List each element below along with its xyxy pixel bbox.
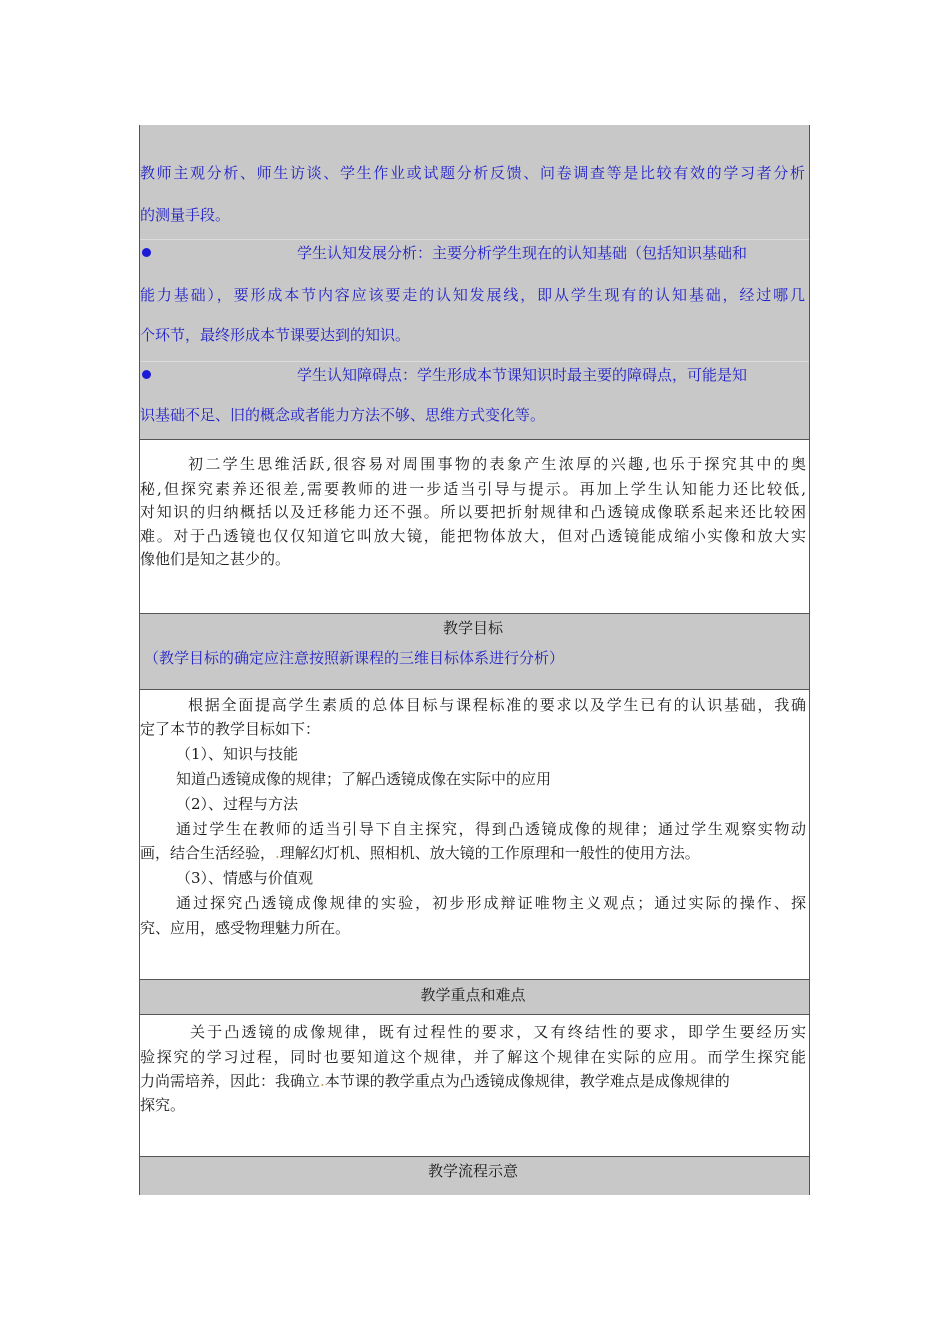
stray-mark: . — [275, 844, 280, 862]
stray-mark: . — [320, 1072, 325, 1090]
key-points-heading: 教学重点和难点 — [420, 986, 526, 1004]
lesson-plan-table — [139, 125, 810, 1195]
learner-analysis-line: 对知识的归纳概括以及迁移能力还不强。所以要把折射规律和凸透镜成像联系起来还比较困 — [140, 503, 806, 521]
learner-analysis-line: 秘,但探究素养还很差,需要教师的进一步适当引导与提示。再加上学生认知能力还比较低, — [140, 480, 806, 498]
bullet-icon — [142, 248, 151, 257]
objective-process-line2-start: 画，结合生活经验， — [140, 844, 276, 862]
measurement-text-line2: 的测量手段。 — [140, 206, 231, 224]
objectives-header — [140, 614, 809, 690]
cognitive-development-line3: 个环节，最终形成本节课要达到的知识。 — [140, 326, 411, 344]
learner-analysis-line: 难。对于凸透镜也仅仅知道它叫放大镜，能把物体放大，但对凸透镜能成缩小实像和放大实 — [140, 527, 806, 545]
divider — [140, 239, 809, 240]
cognitive-obstacle-line2: 识基础不足、旧的概念或者能力方法不够、思维方式变化等。 — [140, 406, 546, 424]
objective-emotion-line1: 通过探究凸透镜成像规律的实验，初步形成辩证唯物主义观点；通过实际的操作、探 — [176, 894, 806, 912]
bullet-icon — [142, 370, 151, 379]
cognitive-development-line1: 学生认知发展分析：主要分析学生现在的认知基础（包括知识基础和 — [297, 244, 748, 262]
key-points-line3 — [140, 1069, 806, 1094]
objective-knowledge-text: 知道凸透镜成像的规律；了解凸透镜成像在实际中的应用 — [176, 770, 552, 788]
cognitive-obstacle-line1: 学生认知障碍点：学生形成本节课知识时最主要的障碍点，可能是知 — [297, 366, 748, 384]
key-points-line2: 验探究的学习过程，同时也要知道这个规律，并了解这个规律在实际的应用。而学生探究能 — [140, 1048, 806, 1066]
objective-emotion-title: （3）、情感与价值观 — [176, 869, 314, 887]
objective-emotion-line2: 究、应用，感受物理魅力所在。 — [140, 919, 351, 937]
learner-analysis-section — [140, 440, 809, 614]
analysis-hint-section — [140, 125, 809, 440]
learner-analysis-line: 初二学生思维活跃,很容易对周围事物的表象产生浓厚的兴趣,也乐于探究其中的奥 — [188, 455, 806, 473]
objectives-section — [140, 690, 809, 980]
objective-process-title: （2）、过程与方法 — [176, 795, 299, 813]
flow-heading: 教学流程示意 — [427, 1162, 518, 1180]
measurement-text-line1: 教师主观分析、师生访谈、学生作业或试题分析反馈、问卷调查等是比较有效的学习者分析 — [140, 164, 805, 182]
objectives-heading: 教学目标 — [442, 619, 503, 637]
objective-process-line2 — [140, 841, 806, 866]
objective-process-line2-end: 理解幻灯机、照相机、放大镜的工作原理和一般性的使用方法。 — [279, 844, 700, 862]
objective-process-line1: 通过学生在教师的适当引导下自主探究，得到凸透镜成像的规律；通过学生观察实物动 — [176, 820, 806, 838]
key-points-line4: 探究。 — [140, 1096, 186, 1114]
objectives-intro-line2: 定了本节的教学目标如下： — [140, 720, 321, 738]
learner-analysis-line: 像他们是知之甚少的。 — [140, 550, 291, 568]
cognitive-development-line2: 能力基础），要形成本节内容应该要走的认知发展线，即从学生现有的认知基础，经过哪几 — [140, 286, 805, 304]
key-points-header — [140, 980, 809, 1015]
key-points-section — [140, 1015, 809, 1157]
objectives-hint: （教学目标的确定应注意按照新课程的三维目标体系进行分析） — [144, 649, 565, 667]
flow-header — [140, 1157, 809, 1195]
objective-knowledge-title: （1）、知识与技能 — [176, 745, 299, 763]
key-points-line1: 关于凸透镜的成像规律，既有过程性的要求，又有终结性的要求，即学生要经历实 — [190, 1023, 806, 1041]
key-points-line3-start: 力尚需培养，因此：我确立 — [140, 1072, 321, 1090]
divider — [140, 361, 809, 362]
key-points-line3-end: 本节课的教学重点为凸透镜成像规律，教学难点是成像规律的 — [324, 1072, 730, 1090]
objectives-intro-line1: 根据全面提高学生素质的总体目标与课程标准的要求以及学生已有的认识基础，我确 — [188, 696, 806, 714]
